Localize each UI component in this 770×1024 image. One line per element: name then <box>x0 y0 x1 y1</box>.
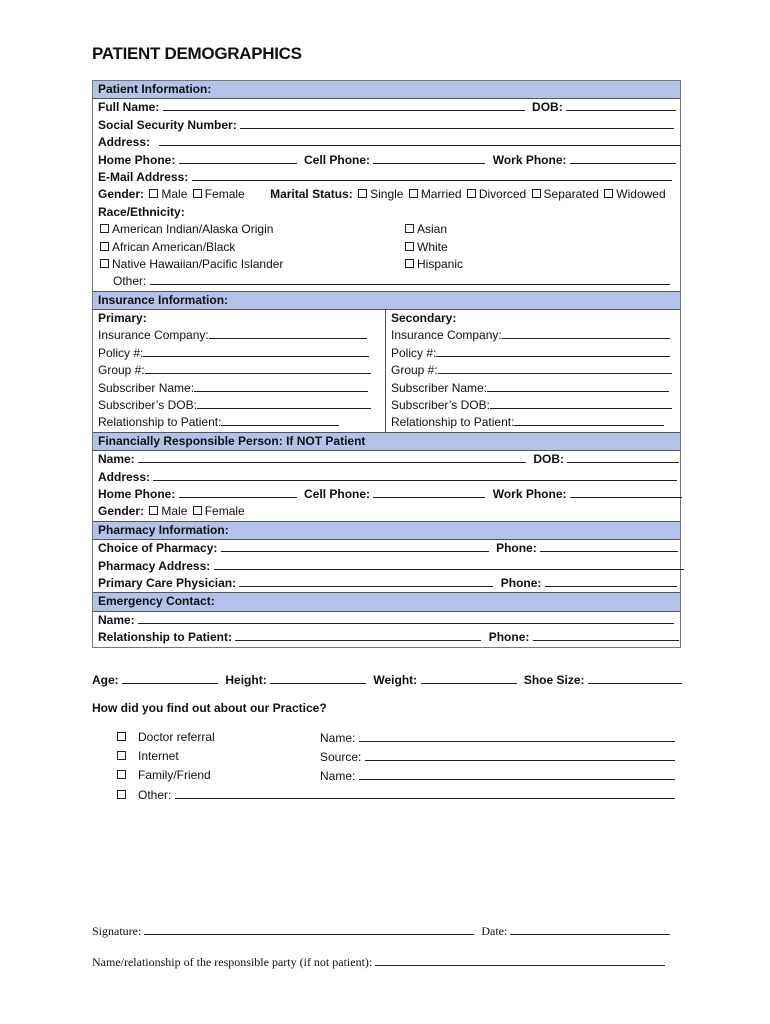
email-label: E-Mail Address: <box>98 169 189 184</box>
referral-checkbox[interactable] <box>117 751 126 760</box>
emergency-phone-label: Phone: <box>488 630 530 645</box>
dob-label: DOB: <box>532 100 563 115</box>
insurance-header: Insurance Information: <box>93 291 680 310</box>
primary-label: Primary: <box>98 311 147 326</box>
full-name-field[interactable] <box>163 99 525 111</box>
shoe-size-label: Shoe Size: <box>523 673 585 687</box>
address-label: Address: <box>98 135 151 150</box>
male-checkbox[interactable] <box>149 189 158 198</box>
financial-female-label: Female <box>204 504 245 519</box>
financial-work-phone-field[interactable] <box>570 486 682 498</box>
signature-label: Signature: <box>92 924 142 938</box>
pharmacy-phone-field[interactable] <box>540 540 678 552</box>
financial-address-label: Address: <box>98 469 151 484</box>
referral-other-field[interactable] <box>175 787 675 799</box>
referral-doctor-name <box>320 730 675 745</box>
address-row <box>93 134 680 151</box>
phones-row <box>93 152 680 169</box>
secondary-relationship-field[interactable] <box>514 414 664 426</box>
signature-row <box>92 923 670 939</box>
race-other-label: Other: <box>113 274 147 289</box>
pharmacy-address-field[interactable] <box>214 558 684 570</box>
cell-phone-label: Cell Phone: <box>304 152 371 167</box>
height-field[interactable] <box>270 672 366 684</box>
full-name-label: Full Name: <box>98 100 160 115</box>
financial-phones-row <box>93 486 680 503</box>
gender-marital-row <box>93 186 680 203</box>
primary-sub-dob-label: Subscriber’s DOB: <box>98 398 197 413</box>
referral-checkbox[interactable] <box>117 770 126 779</box>
secondary-company-field[interactable] <box>502 327 670 339</box>
financial-cell-phone-label: Cell Phone: <box>304 486 371 501</box>
female-checkbox[interactable] <box>193 189 202 198</box>
financial-male-checkbox[interactable] <box>149 506 158 515</box>
secondary-policy-label: Policy #: <box>391 345 437 360</box>
widowed-checkbox[interactable] <box>604 189 613 198</box>
race-option: Native Hawaiian/Pacific Islander <box>112 256 284 271</box>
responsible-party-row <box>92 954 665 970</box>
primary-subscriber-label: Subscriber Name: <box>98 380 195 395</box>
weight-field[interactable] <box>421 672 517 684</box>
primary-policy-label: Policy #: <box>98 345 144 360</box>
emergency-phone-field[interactable] <box>533 629 679 641</box>
pharmacy-address-row <box>93 558 680 575</box>
referral-field-label: Name: <box>320 731 356 745</box>
emergency-name-row <box>93 612 680 629</box>
secondary-subscriber-label: Subscriber Name: <box>391 380 488 395</box>
pcp-row <box>93 575 680 592</box>
primary-company-field[interactable] <box>209 327 367 339</box>
email-row <box>93 169 680 186</box>
primary-relationship-field[interactable] <box>221 414 339 426</box>
financial-home-phone-field[interactable] <box>179 486 297 498</box>
race-checkbox[interactable] <box>405 242 414 251</box>
referral-option-doctor <box>115 730 215 744</box>
pcp-phone-label: Phone: <box>500 575 542 590</box>
secondary-subscriber-field[interactable] <box>487 380 669 392</box>
signature-field[interactable] <box>144 923 474 935</box>
married-checkbox[interactable] <box>409 189 418 198</box>
secondary-company-label: Insurance Company: <box>391 328 502 343</box>
race-row-3 <box>93 256 680 273</box>
age-field[interactable] <box>122 672 218 684</box>
referral-doctor-name-field[interactable] <box>359 730 675 742</box>
referral-option-other <box>115 787 675 802</box>
race-other-row <box>93 273 680 290</box>
pharmacy-choice-row <box>93 540 680 557</box>
divorced-label: Divorced <box>478 187 527 202</box>
primary-policy-field[interactable] <box>143 345 369 357</box>
financial-dob-label: DOB: <box>533 452 565 467</box>
race-option: American Indian/Alaska Origin <box>112 222 274 237</box>
secondary-policy-field[interactable] <box>436 345 670 357</box>
responsible-party-label: Name/relationship of the responsible party (if not patient): <box>92 955 373 969</box>
signature-date-label: Date: <box>481 924 508 938</box>
race-option: White <box>417 239 448 254</box>
race-option: African American/Black <box>112 239 236 254</box>
referral-field-label: Name: <box>320 769 356 783</box>
referral-checkbox[interactable] <box>117 790 126 799</box>
insurance-columns <box>93 310 680 433</box>
home-phone-field[interactable] <box>179 152 297 164</box>
signature-date-field[interactable] <box>510 923 670 935</box>
referral-checkbox[interactable] <box>117 732 126 741</box>
race-checkbox[interactable] <box>100 224 109 233</box>
secondary-relationship-label: Relationship to Patient: <box>391 415 515 430</box>
emergency-header: Emergency Contact: <box>93 592 680 611</box>
ssn-field[interactable] <box>240 117 674 129</box>
financial-header <box>93 433 680 451</box>
secondary-insurance <box>386 310 680 432</box>
race-checkbox[interactable] <box>405 259 414 268</box>
male-label: Male <box>161 187 188 202</box>
referral-option-family <box>115 768 211 782</box>
referral-field-label: Source: <box>320 750 362 764</box>
shoe-size-field[interactable] <box>588 672 682 684</box>
secondary-label: Secondary: <box>391 311 457 326</box>
primary-sub-dob-field[interactable] <box>197 397 371 409</box>
financial-dob-field[interactable] <box>567 451 679 463</box>
marital-label: Marital Status: <box>270 187 353 202</box>
pcp-field[interactable] <box>239 575 493 587</box>
primary-insurance <box>93 310 386 432</box>
financial-female-checkbox[interactable] <box>193 506 202 515</box>
financial-name-row <box>93 451 680 468</box>
primary-subscriber-field[interactable] <box>194 380 368 392</box>
race-row-1 <box>93 221 680 238</box>
pharmacy-address-label: Pharmacy Address: <box>98 558 211 573</box>
secondary-group-label: Group #: <box>391 363 438 378</box>
patient-info-header: Patient Information: <box>93 81 680 99</box>
pharmacy-choice-field[interactable] <box>221 540 489 552</box>
referral-family-name-field[interactable] <box>359 768 675 780</box>
financial-header-note: If NOT Patient <box>286 433 366 448</box>
separated-label: Separated <box>543 187 599 202</box>
emergency-name-field[interactable] <box>138 612 674 624</box>
referral-internet-source <box>320 749 675 764</box>
emergency-relationship-label: Relationship to Patient: <box>98 630 233 645</box>
address-field[interactable] <box>159 134 681 146</box>
financial-gender-label: Gender: <box>98 504 145 519</box>
referral-option-label: Doctor referral <box>138 730 215 744</box>
divorced-checkbox[interactable] <box>467 189 476 198</box>
financial-work-phone-label: Work Phone: <box>492 486 567 501</box>
financial-cell-phone-field[interactable] <box>373 486 485 498</box>
race-checkbox[interactable] <box>100 259 109 268</box>
vitals-row <box>92 672 682 687</box>
referral-option-label: Internet <box>138 749 179 763</box>
race-other-field[interactable] <box>150 273 670 285</box>
cell-phone-field[interactable] <box>373 152 485 164</box>
full-name-row <box>93 99 680 116</box>
race-checkbox[interactable] <box>100 242 109 251</box>
gender-label: Gender: <box>98 187 145 202</box>
dob-field[interactable] <box>566 99 676 111</box>
height-label: Height: <box>225 673 267 687</box>
pharmacy-choice-label: Choice of Pharmacy: <box>98 541 218 556</box>
secondary-sub-dob-label: Subscriber’s DOB: <box>391 398 490 413</box>
pharmacy-phone-label: Phone: <box>496 541 537 556</box>
financial-gender-row <box>93 503 680 520</box>
race-checkbox[interactable] <box>405 224 414 233</box>
pcp-label: Primary Care Physician: <box>98 575 237 590</box>
emergency-relationship-field[interactable] <box>235 629 481 641</box>
demographics-form <box>92 80 681 648</box>
married-label: Married <box>420 187 462 202</box>
age-label: Age: <box>92 673 119 687</box>
financial-address-field[interactable] <box>153 469 677 481</box>
female-label: Female <box>204 187 245 202</box>
page-title: PATIENT DEMOGRAPHICS <box>92 44 302 63</box>
referral-option-internet <box>115 749 179 763</box>
work-phone-label: Work Phone: <box>492 152 567 167</box>
primary-group-label: Group #: <box>98 363 145 378</box>
referral-option-label: Family/Friend <box>138 768 211 782</box>
secondary-group-field[interactable] <box>438 362 672 374</box>
financial-address-row <box>93 469 680 486</box>
primary-group-field[interactable] <box>145 362 371 374</box>
referral-question: How did you find out about our Practice? <box>92 701 327 715</box>
referral-source-field[interactable] <box>365 749 675 761</box>
pharmacy-header: Pharmacy Information: <box>93 521 680 540</box>
financial-name-field[interactable] <box>138 451 526 463</box>
race-option: Asian <box>417 222 448 237</box>
financial-home-phone-label: Home Phone: <box>98 486 176 501</box>
ssn-row <box>93 117 680 134</box>
primary-company-label: Insurance Company: <box>98 328 209 343</box>
separated-checkbox[interactable] <box>532 189 541 198</box>
primary-relationship-label: Relationship to Patient: <box>98 415 222 430</box>
referral-family-name <box>320 768 675 783</box>
secondary-sub-dob-field[interactable] <box>490 397 672 409</box>
referral-option-label: Other: <box>138 788 172 802</box>
financial-name-label: Name: <box>98 452 135 467</box>
widowed-label: Widowed <box>616 187 666 202</box>
emergency-relationship-row <box>93 629 680 646</box>
race-row-2 <box>93 239 680 256</box>
home-phone-label: Home Phone: <box>98 152 176 167</box>
financial-male-label: Male <box>161 504 188 519</box>
race-label: Race/Ethnicity: <box>98 204 185 219</box>
race-option: Hispanic <box>417 256 464 271</box>
work-phone-field[interactable] <box>570 152 676 164</box>
pcp-phone-field[interactable] <box>545 575 677 587</box>
emergency-name-label: Name: <box>98 612 135 627</box>
single-checkbox[interactable] <box>358 189 367 198</box>
single-label: Single <box>370 187 404 202</box>
weight-label: Weight: <box>373 673 418 687</box>
financial-header-label: Financially Responsible Person: <box>98 433 283 448</box>
email-field[interactable] <box>192 169 672 181</box>
responsible-party-field[interactable] <box>375 954 665 966</box>
ssn-label: Social Security Number: <box>98 117 237 132</box>
